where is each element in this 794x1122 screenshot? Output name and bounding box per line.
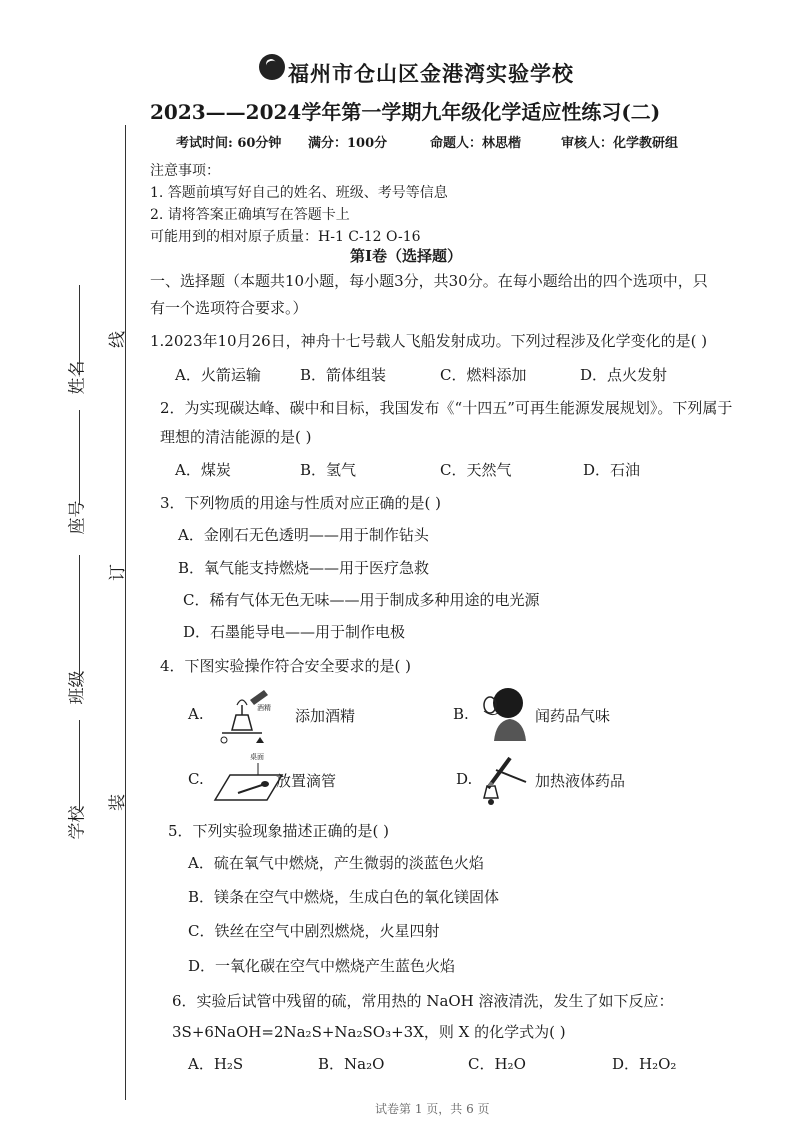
field-class-label: 班级 <box>67 670 88 705</box>
q4-caption-a: 添加酒精 <box>295 707 356 725</box>
q3-option-a: A．金刚石无色透明——用于制作钻头 <box>178 526 429 544</box>
reviewer: 审核人：化学教研组 <box>561 136 679 151</box>
q3-option-b: B．氧气能支持燃烧——用于医疗急救 <box>178 559 430 577</box>
school-name: 福州市仓山区金港湾实验学校 <box>288 61 574 86</box>
binding-zhuang-char: 装 <box>108 794 128 811</box>
q2-option-d: D．石油 <box>583 461 641 479</box>
section-title: 第Ⅰ卷（选择题） <box>350 247 463 265</box>
school-blank <box>79 720 80 810</box>
q5-option-a: A．硫在氧气中燃烧，产生微弱的淡蓝色火焰 <box>188 854 484 872</box>
q6-option-a: A．H₂S <box>188 1055 244 1073</box>
exam-title: 2023——2024学年第一学期九年级化学适应性练习(二) <box>150 100 661 124</box>
exam-time: 考试时间: 60分钟 <box>176 136 282 151</box>
q4-stem: 4．下图实验操作符合安全要求的是( ) <box>160 657 412 675</box>
q3-option-d: D．石墨能导电——用于制作电极 <box>183 623 406 641</box>
atomic-mass: 可能用到的相对原子质量：H-1 C-12 O-16 <box>150 229 421 245</box>
q2-stem-1: 2．为实现碳达峰、碳中和目标，我国发布《“十四五”可再生能源发展规划》。下列属于 <box>160 399 733 417</box>
section-instruction-1: 一、选择题（本题共10小题，每小题3分，共30分。在每小题给出的四个选项中，只 <box>150 272 708 290</box>
author: 命题人：林思楷 <box>430 136 522 151</box>
page-footer: 试卷第 1 页，共 6 页 <box>375 1102 490 1116</box>
q2-option-a: A．煤炭 <box>175 461 231 479</box>
field-seat-label: 座号 <box>67 500 88 535</box>
note-item-1: 1. 答题前填写好自己的姓名、班级、考号等信息 <box>150 185 448 201</box>
note-item-2: 2. 请将答案正确填写在答题卡上 <box>150 207 350 223</box>
dropper-on-table-figure-icon <box>210 755 285 807</box>
field-school-label: 学校 <box>67 805 88 840</box>
q6-stem-1: 6．实验后试管中残留的硫，常用热的 NaOH 溶液清洗，发生了如下反应： <box>172 992 674 1010</box>
table-label: 桌面 <box>250 753 264 761</box>
smell-figure-icon <box>478 683 530 741</box>
q4-caption-c: 放置滴管 <box>276 772 337 790</box>
q1-option-a: A．火箭运输 <box>175 366 261 384</box>
alcohol-lamp-figure-icon <box>212 685 282 745</box>
q4-option-d-letter: D. <box>456 770 473 788</box>
binding-line-char: 线 <box>108 331 128 348</box>
q4-caption-b: 闻药品气味 <box>535 707 611 725</box>
q5-option-b: B．镁条在空气中燃烧，生成白色的氧化镁固体 <box>188 888 500 906</box>
seat-blank <box>79 410 80 505</box>
field-name-label: 姓名 <box>67 360 88 395</box>
q1-option-b: B．箭体组装 <box>300 366 387 384</box>
q3-option-c: C．稀有气体无色无味——用于制成多种用途的电光源 <box>183 591 540 609</box>
q2-option-b: B．氢气 <box>300 461 357 479</box>
q4-option-a-letter: A. <box>188 705 204 723</box>
binding-ding-char: 订 <box>108 564 128 581</box>
q6-option-c: C．H₂O <box>468 1055 526 1073</box>
q4-caption-d: 加热液体药品 <box>535 772 626 790</box>
full-score: 满分：100分 <box>308 136 388 151</box>
notes-heading: 注意事项： <box>150 163 220 179</box>
q1-option-d: D．点火发射 <box>580 366 668 384</box>
q6-option-b: B．Na₂O <box>318 1055 385 1073</box>
q5-stem: 5．下列实验现象描述正确的是( ) <box>168 822 390 840</box>
q4-option-c-letter: C. <box>188 770 204 788</box>
binding-line <box>125 125 126 1100</box>
q6-stem-2: 3S+6NaOH=2Na₂S+Na₂SO₃+3X，则 X 的化学式为( ) <box>172 1023 566 1041</box>
q1-option-c: C．燃料添加 <box>440 366 527 384</box>
q1-stem: 1.2023年10月26日，神舟十七号载人飞船发射成功。下列过程涉及化学变化的是( ) <box>150 332 708 350</box>
school-logo-icon <box>259 54 285 80</box>
q2-stem-2: 理想的清洁能源的是( ) <box>160 428 312 446</box>
class-blank <box>79 555 80 685</box>
q2-option-c: C．天然气 <box>440 461 512 479</box>
section-instruction-2: 有一个选项符合要求。） <box>150 299 308 317</box>
q5-option-d: D．一氧化碳在空气中燃烧产生蓝色火焰 <box>188 957 456 975</box>
q4-option-b-letter: B. <box>453 705 469 723</box>
q6-option-d: D．H₂O₂ <box>612 1055 677 1073</box>
name-blank <box>79 285 80 375</box>
q3-stem: 3．下列物质的用途与性质对应正确的是( ) <box>160 494 442 512</box>
alcohol-label: 酒精 <box>257 704 271 712</box>
heating-test-tube-figure-icon <box>476 750 536 808</box>
q5-option-c: C．铁丝在空气中剧烈燃烧，火星四射 <box>188 922 440 940</box>
